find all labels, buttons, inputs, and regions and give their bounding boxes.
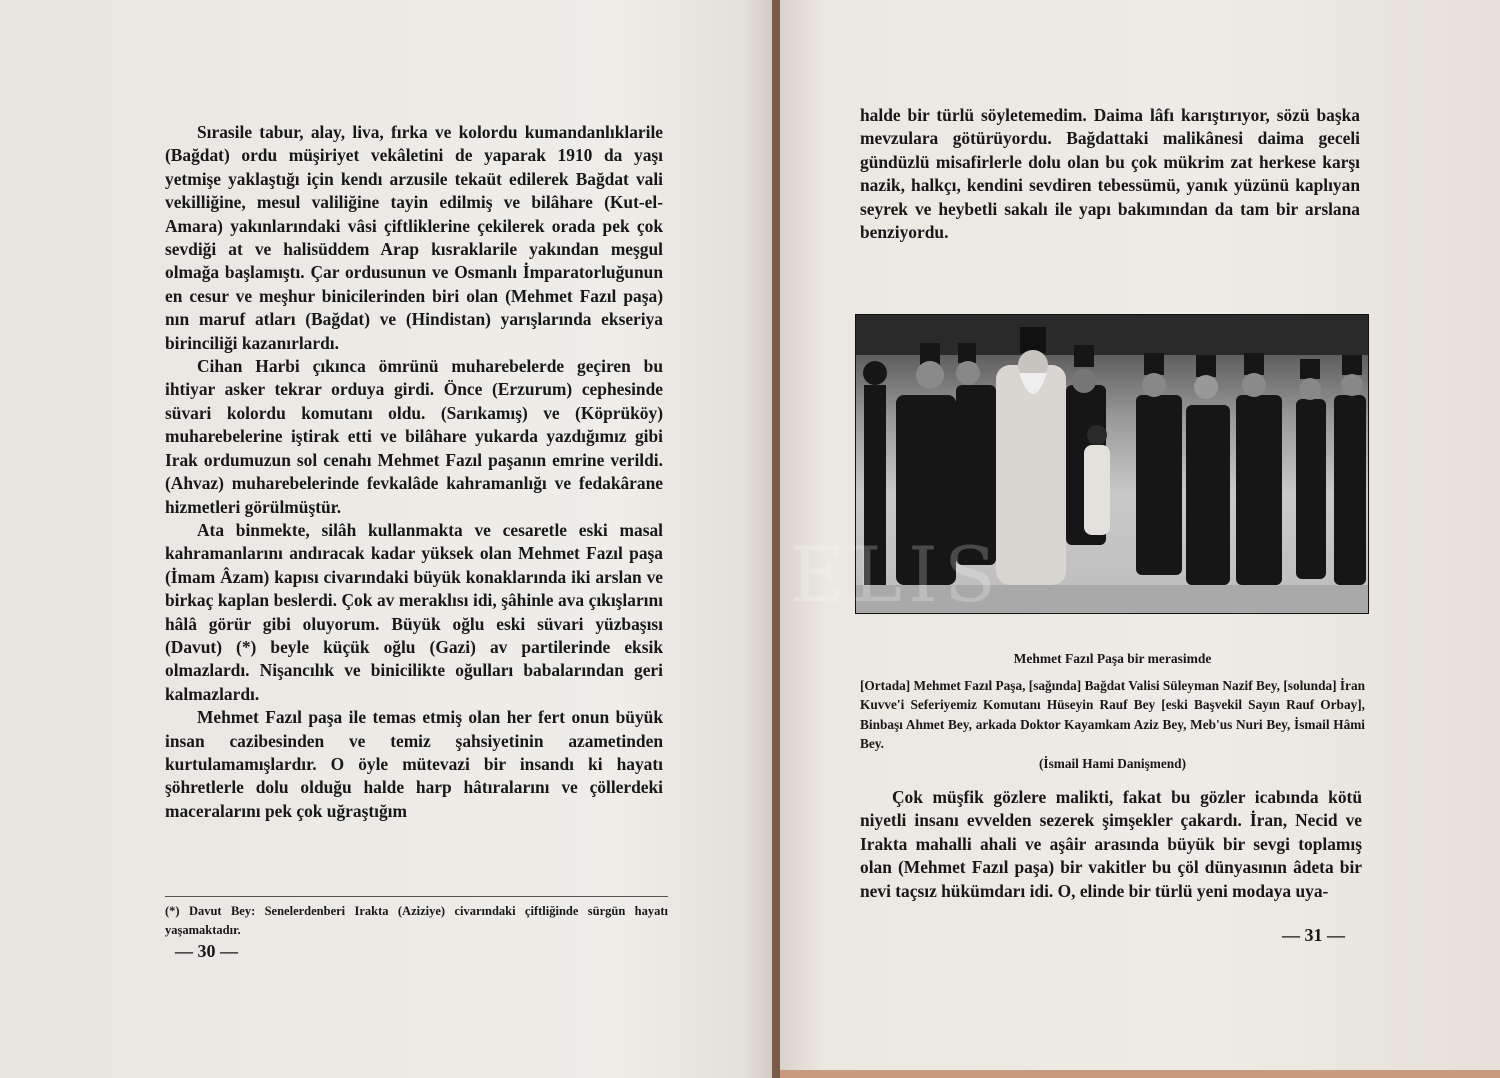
footnote [165, 902, 668, 940]
page-number-left: — 30 — [175, 941, 238, 961]
right-page-bottom-body [860, 786, 1362, 903]
photo-caption-credit: (İsmail Hami Danişmend) [1038, 755, 1186, 771]
footnote-rule [165, 896, 668, 897]
paragraph: halde bir türlü söyletemedim. Daima lâfı karıştırıyor, sözü başka mevzulara götürüyordu. Bağdattaki malikânesi daima geceli gündüzlü misafirlerle dolu olan bu çok mükrim zat herkese karşı nazik, halkçı, kendini sevdiren tebessümü, yanık yüzünü kaplıyan seyrek ve heybetli sakalı ile yapı bakımından da tam bir arslana benziyordu. [860, 105, 1360, 243]
photo-caption-text: [Ortada] Mehmet Fazıl Paşa, [sağında] Bağdat Valisi Süleyman Nazif Bey, [solunda] İran Kuvve'i Seferiyemiz Komutanı Hüseyin Rauf Bey [eski Başvekil Sayın Rauf Orbay], Binbaşı Ahmet Bey, arkada Doktor Kayamkam Aziz Bey, Meb'us Nuri Bey, İsmail Hâmi Bey. [860, 678, 1365, 752]
paragraph: Cihan Harbi çıkınca ömrünü muharebelerde geçiren bu ihtiyar asker tekrar orduya girdi. Önce (Erzurum) cephesinde süvari kolordu komutanı oldu. (Sarıkamış) ve (Köprüköy) muharebelerine iştirak etti ve bilâhare yukarda yazdığımız gibi Irak ordumuzun sol cenahı Mehmet Fazıl paşanın emrine verildi. (Ahvaz) muharebelerinde fevkalâde kahramanlığı ve fedakârane hizmetleri görülmüştür. [165, 356, 663, 517]
paragraph: Sırasile tabur, alay, liva, fırka ve kolordu kumandanlıklarile (Bağdat) ordu müşiriyet vekâletini de yaparak 1910 da yaşı yetmişe yaklaştığı için kendı arzusile tekaüt edilerek Bağdat vali vekilliğine, mesul valiliğine tayin edilmiş ve bilâhare (Kut-el-Amara) yakınlarındaki vâsi çiftliklerine çekilerek orada pek çok sevdiği at ve halisüddem Arap kısraklarile yakından meşgul olmağa başlamıştı. Çar ordusunun ve Osmanlı İmparatorluğunun en cesur ve meşhur binicilerinden biri olan (Mehmet Fazıl paşa) nın maruf atları (Bağdat) ve (Hindistan) yarışlarında ekseriya birinciliği kazanırlardı. [165, 122, 663, 353]
paragraph: Mehmet Fazıl paşa ile temas etmiş olan her fert onun büyük insan cazibesinden ve temiz şahsiyetinin azametinden kurtulamamışlardır. O öyle mütevazi bir insandı ki hayatı şöhretlerle dolu olduğu halde harp hâtıralarını ve çöllerdeki maceralarını pek çok uğraştığım [165, 707, 663, 821]
paragraph: Çok müşfik gözlere malikti, fakat bu gözler icabında kötü niyetli insanı evvelden sezerek şimşekler çakardı. İran, Necid ve Irakta mahalli ahali ve aşâir arasında büyük bir sevgi toplamış olan (Mehmet Fazıl paşa) bir vakitler bu çöl dünyasının âdeta bir nevi taçsız hükümdarı idi. O, elinde bir türlü yeni modaya uya- [860, 787, 1362, 901]
left-page-body [165, 121, 663, 823]
right-page-top-body [860, 104, 1360, 244]
watermark: ELIS [790, 530, 1003, 619]
photo-caption-title: Mehmet Fazıl Paşa bir merasimde [1013, 651, 1212, 666]
page-number-right: — 31 — [1282, 925, 1345, 945]
footnote-text: (*) Davut Bey: Senelerdenberi Irakta (Aziziye) civarındaki çiftliğinde sürgün hayatı yaşamaktadır. [165, 904, 668, 937]
paragraph: Ata binmekte, silâh kullanmakta ve cesaretle eski masal kahramanlarını andıracak kadar yüksek olan Mehmet Fazıl paşa (İmam Âzam) kapısı civarındaki büyük konaklarında iki arslan ve birkaç kaplan beslerdi. Çok av meraklısı idi, şâhinle ava çıkışlarını hâlâ görür gibi oluyorum. Büyük oğlu eski süvari yüzbaşısı (Davut) (*) beyle küçük oğlu (Gazi) av partilerinde eksik olmazlardı. Nişancılık ve binicilikte oğulları babalarından geri kalmazlardı. [165, 519, 663, 704]
photo-caption [860, 676, 1365, 773]
